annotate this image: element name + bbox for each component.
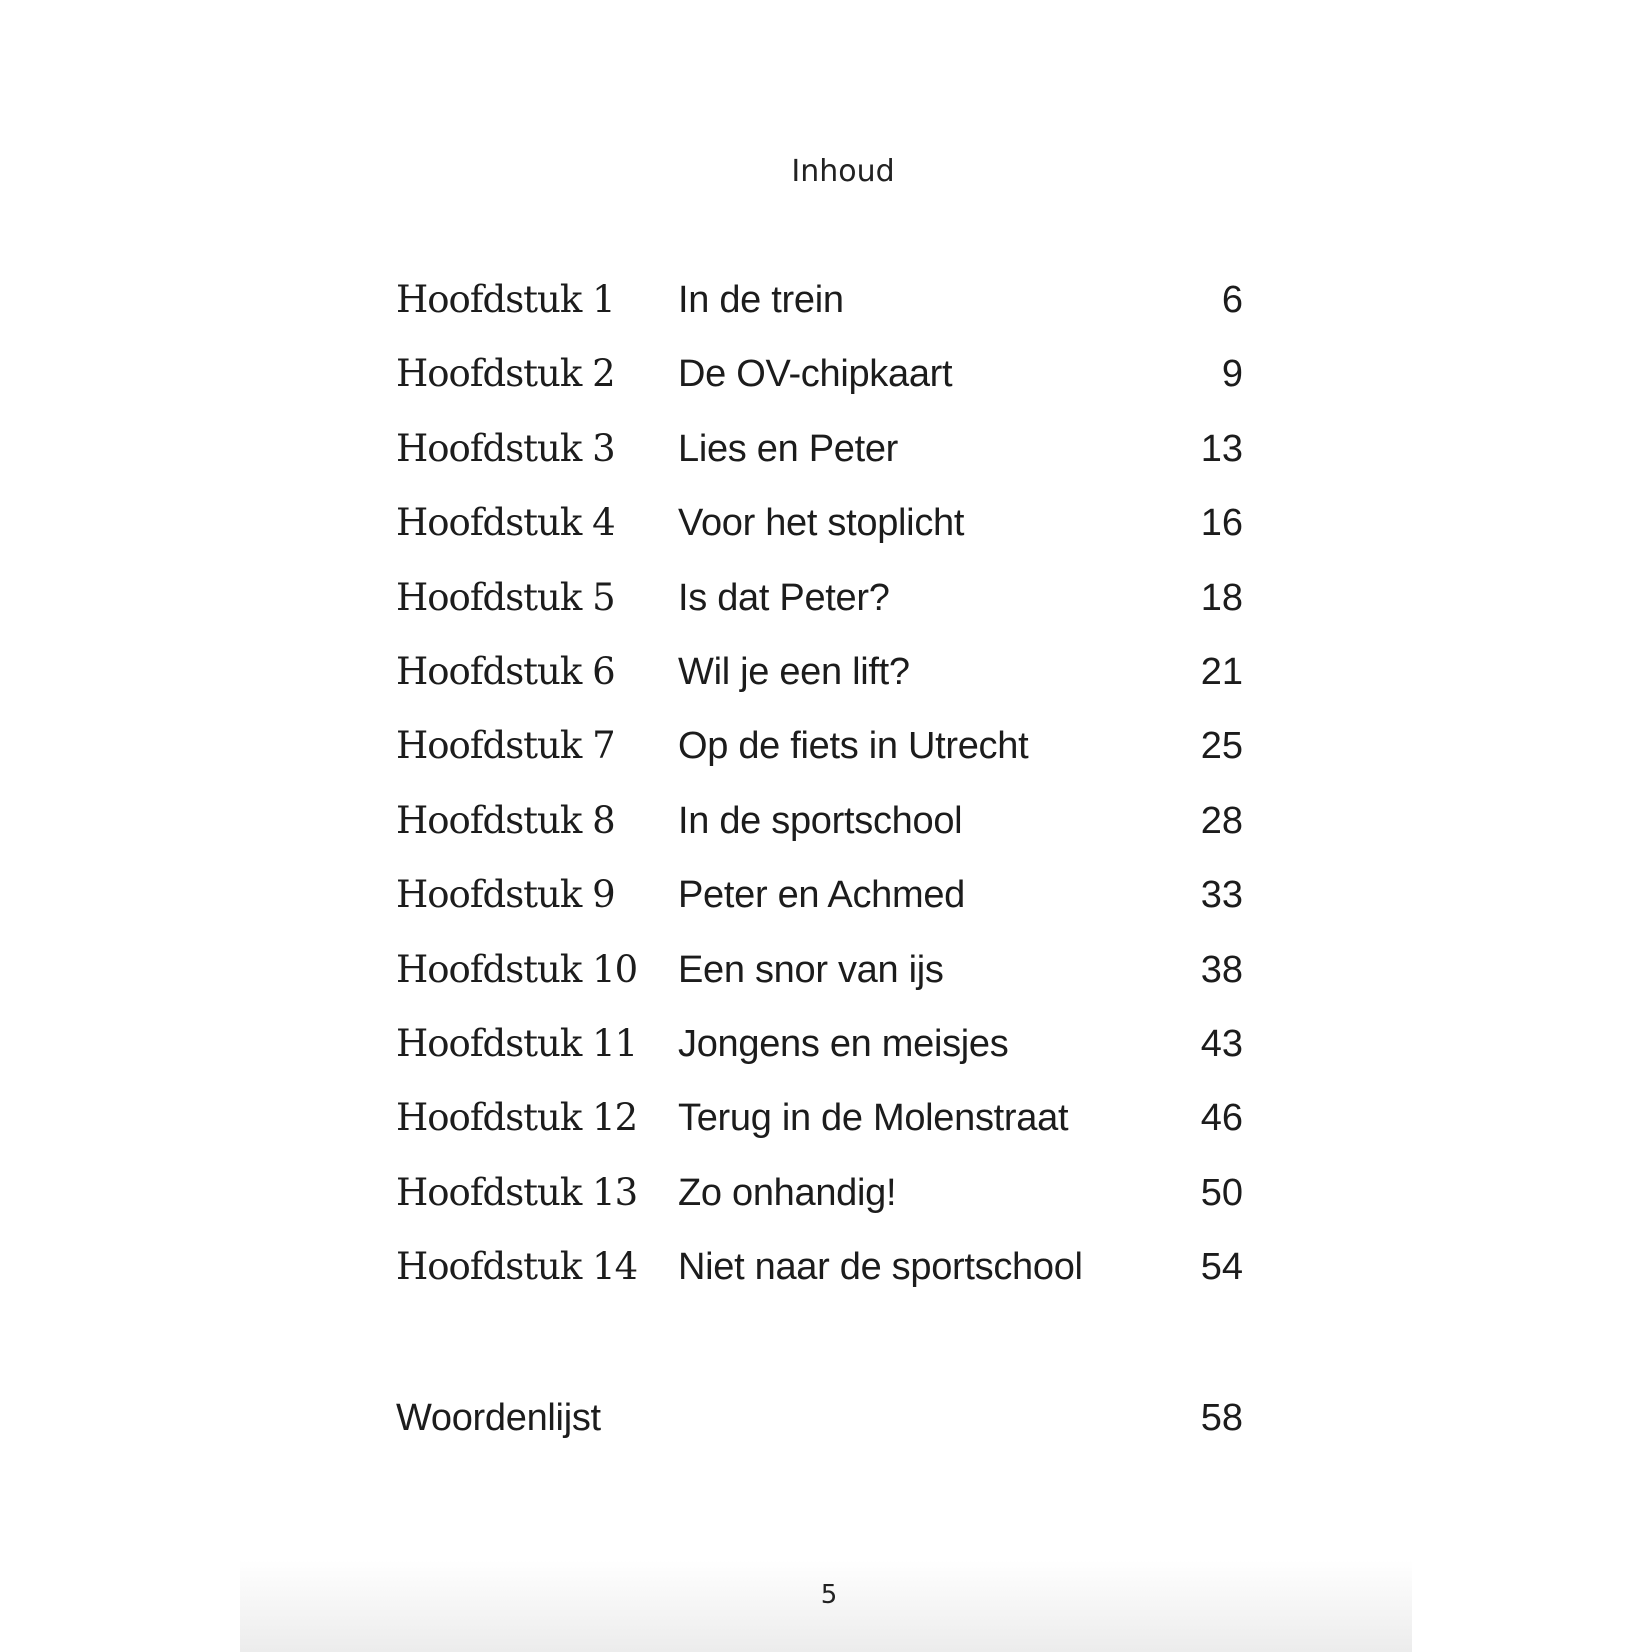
chapter-title: Op de fiets in Utrecht — [678, 725, 1029, 768]
toc-row[interactable] — [396, 1014, 1243, 1088]
chapter-page: 50 — [1200, 1171, 1243, 1214]
table-of-contents — [396, 270, 1243, 1311]
chapter-title: Wil je een lift? — [678, 650, 910, 693]
toc-row[interactable] — [396, 419, 1243, 493]
toc-row[interactable] — [396, 940, 1243, 1014]
chapter-label: Hoofdstuk 1 — [396, 278, 615, 321]
toc-row[interactable] — [396, 1163, 1243, 1237]
chapter-page: 25 — [1200, 725, 1243, 768]
chapter-label: Hoofdstuk 2 — [396, 352, 615, 396]
chapter-page: 43 — [1200, 1022, 1243, 1065]
chapter-title: De OV-chipkaart — [678, 353, 953, 396]
chapter-title: Is dat Peter? — [678, 576, 890, 619]
toc-row[interactable] — [396, 716, 1243, 790]
chapter-page: 33 — [1200, 874, 1243, 917]
toc-row[interactable] — [396, 493, 1243, 567]
chapter-page: 38 — [1200, 948, 1243, 991]
chapter-title: Jongens en meisjes — [678, 1022, 1009, 1065]
page-number: 5 — [820, 1580, 838, 1610]
chapter-page: 28 — [1200, 799, 1243, 842]
toc-row[interactable] — [396, 1237, 1243, 1311]
chapter-page: 16 — [1200, 502, 1243, 545]
chapter-label: Hoofdstuk 6 — [396, 649, 615, 693]
chapter-title: Peter en Achmed — [678, 874, 966, 917]
chapter-label: Hoofdstuk 8 — [396, 798, 615, 842]
chapter-label: Hoofdstuk 7 — [396, 724, 615, 768]
toc-row[interactable] — [396, 270, 1243, 344]
chapter-label: Hoofdstuk 14 — [396, 1245, 638, 1289]
chapter-page: 46 — [1200, 1097, 1243, 1140]
chapter-label: Hoofdstuk 9 — [396, 873, 615, 917]
chapter-page: 21 — [1200, 650, 1243, 693]
toc-row[interactable] — [396, 344, 1243, 418]
chapter-label: Hoofdstuk 4 — [396, 501, 615, 545]
glossary-title: Woordenlijst — [396, 1397, 601, 1439]
chapter-page: 9 — [1221, 353, 1243, 396]
chapter-page: 18 — [1200, 576, 1243, 619]
page-title: Inhoud — [791, 154, 895, 189]
chapter-page: 6 — [1221, 279, 1243, 321]
chapter-title: In de trein — [678, 279, 844, 321]
chapter-label: Hoofdstuk 10 — [396, 947, 638, 991]
chapter-label: Hoofdstuk 12 — [396, 1096, 638, 1140]
chapter-title: Niet naar de sportschool — [678, 1246, 1083, 1289]
toc-row[interactable] — [396, 568, 1243, 642]
chapter-label: Hoofdstuk 11 — [396, 1021, 638, 1065]
toc-row-glossary[interactable] — [396, 1388, 1243, 1448]
chapter-title: In de sportschool — [678, 799, 963, 842]
glossary-page: 58 — [1200, 1397, 1243, 1439]
chapter-page: 13 — [1200, 427, 1243, 470]
toc-row[interactable] — [396, 865, 1243, 939]
toc-row[interactable] — [396, 1088, 1243, 1162]
chapter-title: Voor het stoplicht — [678, 502, 965, 545]
chapter-title: Een snor van ijs — [678, 948, 944, 991]
chapter-title: Zo onhandig! — [678, 1171, 897, 1214]
chapter-label: Hoofdstuk 13 — [396, 1170, 638, 1214]
toc-row[interactable] — [396, 642, 1243, 716]
chapter-title: Lies en Peter — [678, 427, 899, 470]
chapter-label: Hoofdstuk 5 — [396, 575, 615, 619]
chapter-label: Hoofdstuk 3 — [396, 426, 615, 470]
toc-row[interactable] — [396, 791, 1243, 865]
chapter-page: 54 — [1200, 1246, 1243, 1289]
chapter-title: Terug in de Molenstraat — [678, 1097, 1069, 1140]
